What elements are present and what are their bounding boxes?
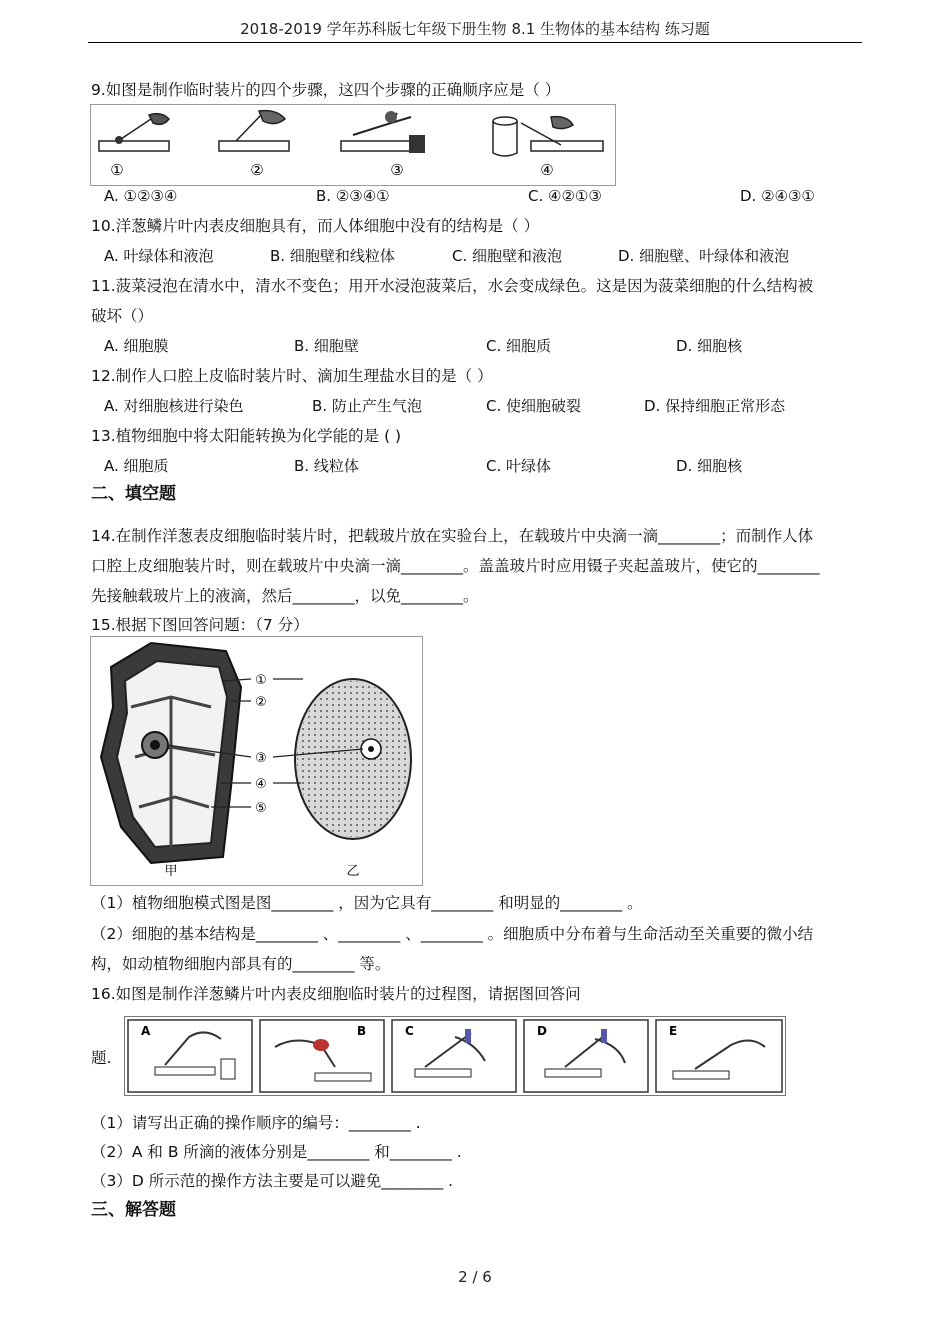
q9-figure-label-3: ③ — [390, 161, 404, 179]
question-15-stem: 15.根据下图回答问题：（7 分） — [91, 616, 309, 634]
q9-figure-label-4: ④ — [540, 161, 554, 179]
header-divider — [88, 42, 862, 43]
q10-option-a: A. 叶绿体和液泡 — [104, 247, 214, 265]
q16-label-e: E — [669, 1024, 678, 1038]
question-9-stem: 9.如图是制作临时装片的四个步骤，这四个步骤的正确顺序应是（ ） — [91, 81, 561, 99]
q9-step4-drawing — [493, 117, 603, 156]
q15-caption-jia: 甲 — [164, 864, 178, 879]
q11-option-d: D. 细胞核 — [676, 337, 743, 355]
q10-option-b: B. 细胞壁和线粒体 — [270, 247, 395, 265]
q10-option-d: D. 细胞壁、叶绿体和液泡 — [618, 247, 790, 265]
q16-label-d: D — [537, 1024, 547, 1038]
animal-cell-drawing — [295, 679, 411, 839]
q12-option-d: D. 保持细胞正常形态 — [644, 397, 786, 415]
question-13-stem: 13.植物细胞中将太阳能转换为化学能的是 ( ) — [91, 427, 402, 445]
q9-option-c: C. ④②①③ — [528, 187, 602, 205]
question-15-sub2-line2: 构，如动植物细胞内部具有的________ 等。 — [91, 955, 391, 973]
q12-option-c: C. 使细胞破裂 — [486, 397, 582, 415]
q9-option-a: A. ①②③④ — [104, 187, 178, 205]
q15-label-5: ⑤ — [255, 801, 267, 816]
section-3-title: 三、解答题 — [91, 1200, 176, 1220]
q15-caption-yi: 乙 — [346, 864, 360, 879]
q10-option-c: C. 细胞壁和液泡 — [452, 247, 563, 265]
q15-label-2: ② — [255, 695, 267, 710]
q13-option-b: B. 线粒体 — [294, 457, 359, 475]
q15-label-4: ④ — [255, 777, 267, 792]
q12-option-a: A. 对细胞核进行染色 — [104, 397, 244, 415]
q16-procedure-figure — [124, 1016, 786, 1096]
question-16-stem-line1: 16.如图是制作洋葱鳞片叶内表皮细胞临时装片的过程图，请据图回答问 — [91, 985, 581, 1003]
question-16-sub1: （1）请写出正确的操作顺序的编号：________ . — [91, 1114, 421, 1132]
q15-label-1: ① — [255, 673, 267, 688]
page-number: 2 / 6 — [458, 1268, 492, 1286]
q9-step3-drawing — [341, 111, 425, 153]
q9-figure — [90, 104, 616, 186]
q16-label-b: B — [357, 1024, 367, 1038]
q13-option-c: C. 叶绿体 — [486, 457, 552, 475]
q9-figure-label-2: ② — [250, 161, 264, 179]
q11-option-c: C. 细胞质 — [486, 337, 552, 355]
question-16-sub2: （2）A 和 B 所滴的液体分别是________ 和________ . — [91, 1143, 462, 1161]
q12-option-b: B. 防止产生气泡 — [312, 397, 422, 415]
q16-label-a: A — [141, 1024, 151, 1038]
q11-option-b: B. 细胞壁 — [294, 337, 359, 355]
page-header: 2018-2019 学年苏科版七年级下册生物 8.1 生物体的基本结构 练习题 — [240, 20, 710, 38]
section-2-title: 二、填空题 — [91, 484, 176, 504]
q9-figure-label-1: ① — [110, 161, 124, 179]
q13-option-a: A. 细胞质 — [104, 457, 169, 475]
question-11-stem-line1: 11.菠菜浸泡在清水中，清水不变色；用开水浸泡菠菜后，水会变成绿色。这是因为菠菜细胞的什么结构被 — [91, 277, 814, 295]
q9-option-d: D. ②④③① — [740, 187, 815, 205]
q15-label-3: ③ — [255, 751, 267, 766]
question-16-sub3: （3）D 所示范的操作方法主要是可以避免________ . — [91, 1172, 454, 1190]
q9-step2-drawing — [219, 111, 289, 151]
question-14-line3: 先接触载玻片上的液滴，然后________，以免________。 — [91, 587, 479, 605]
q9-step1-drawing — [99, 114, 169, 151]
question-10-stem: 10.洋葱鳞片叶内表皮细胞具有，而人体细胞中没有的结构是（ ） — [91, 217, 540, 235]
question-16-stem-line2: 题. — [91, 1049, 112, 1067]
question-11-stem-line2: 破坏（） — [91, 307, 154, 325]
question-15-sub2-line1: （2）细胞的基本结构是________ 、________ 、________ 。细胞质中分布着与生命活动至关重要的微小结 — [91, 925, 814, 943]
q16-label-c: C — [405, 1024, 414, 1038]
q11-option-a: A. 细胞膜 — [104, 337, 169, 355]
question-14-line2: 口腔上皮细胞装片时，则在载玻片中央滴一滴________。盖盖玻片时应用镊子夹起盖玻片，使它的________ — [91, 557, 820, 575]
q9-option-b: B. ②③④① — [316, 187, 390, 205]
question-14-line1: 14.在制作洋葱表皮细胞临时装片时，把载玻片放在实验台上，在载玻片中央滴一滴________；而制作人体 — [91, 527, 814, 545]
q15-cell-figure — [90, 636, 423, 886]
question-15-sub1: （1）植物细胞模式图是图________ ，因为它具有________ 和明显的________ 。 — [91, 894, 643, 912]
question-12-stem: 12.制作人口腔上皮临时装片时、滴加生理盐水目的是（ ） — [91, 367, 493, 385]
q13-option-d: D. 细胞核 — [676, 457, 743, 475]
